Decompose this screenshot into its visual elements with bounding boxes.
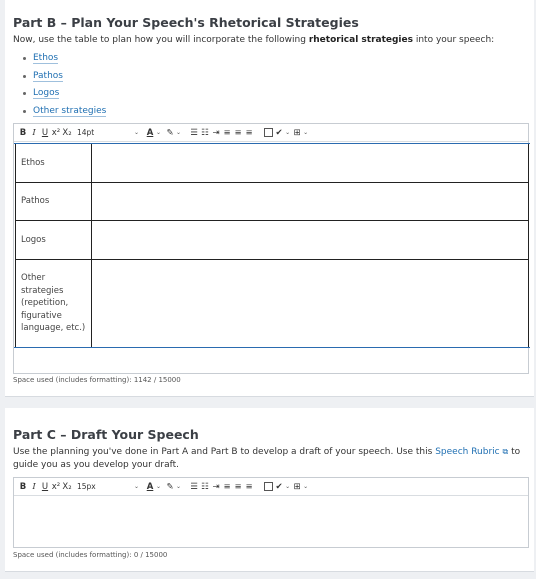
logos-cell[interactable] <box>92 221 529 260</box>
row-label-ethos: Ethos <box>16 144 92 183</box>
superscript-icon[interactable]: x² <box>51 481 61 492</box>
pathos-cell[interactable] <box>92 183 529 221</box>
ethos-link[interactable]: Ethos <box>33 53 59 63</box>
indent-icon[interactable]: ⇥ <box>212 481 220 492</box>
chevron-down-icon[interactable]: ⌄ <box>285 129 291 136</box>
underline-icon[interactable]: U <box>41 127 49 138</box>
part-c-card <box>5 408 534 572</box>
spellcheck-icon[interactable]: ✔ <box>275 481 283 492</box>
table-row <box>16 183 529 221</box>
bulleted-list-icon[interactable]: ☰ <box>190 481 198 492</box>
chevron-down-icon: ⌄ <box>133 483 139 490</box>
underline-icon[interactable]: U <box>41 481 49 492</box>
chevron-down-icon[interactable]: ⌄ <box>285 483 291 490</box>
chevron-down-icon[interactable]: ⌄ <box>176 483 182 490</box>
table-row <box>16 144 529 183</box>
logos-link[interactable]: Logos <box>33 88 60 98</box>
part-c-intro: Use the planning you've done in Part A and Part B to develop a draft of your speech. Use this Speech Rubric ⧉ to guide you as you develop your draft. <box>13 447 521 470</box>
part-b-title: Part B – Plan Your Speech's Rhetorical Strategies <box>13 15 359 30</box>
table-row <box>16 260 529 348</box>
table-row <box>16 221 529 260</box>
spellcheck-icon[interactable]: ✔ <box>275 127 283 138</box>
list-item[interactable] <box>23 105 106 123</box>
subscript-icon[interactable]: X₂ <box>62 127 72 138</box>
speech-rubric-link[interactable]: Speech Rubric ⧉ <box>435 447 509 457</box>
planning-table <box>15 143 529 348</box>
table-icon[interactable]: ⊞ <box>293 481 301 492</box>
highlight-icon[interactable]: ✎ <box>166 481 174 492</box>
bold-icon[interactable]: B <box>19 481 27 492</box>
numbered-list-icon[interactable]: ☷ <box>201 481 209 492</box>
part-c-title: Part C – Draft Your Speech <box>13 427 199 442</box>
part-b-intro: Now, use the table to plan how you will incorporate the following rhetorical strategies into your speech: <box>13 35 495 45</box>
image-icon[interactable] <box>263 479 273 495</box>
part-c-text-area[interactable] <box>14 496 528 548</box>
align-right-icon[interactable]: ≡ <box>245 481 253 492</box>
chevron-down-icon[interactable]: ⌄ <box>303 129 309 136</box>
list-item[interactable] <box>23 70 106 88</box>
ethos-cell[interactable] <box>92 144 529 183</box>
pathos-link[interactable]: Pathos <box>33 70 63 81</box>
part-c-editor[interactable] <box>13 477 529 548</box>
align-right-icon[interactable]: ≡ <box>245 127 253 138</box>
image-icon[interactable] <box>263 125 273 141</box>
font-size-select[interactable]: 14pt ⌄ <box>77 128 139 137</box>
bulleted-list-icon[interactable]: ☰ <box>190 127 198 138</box>
text-color-icon[interactable]: A <box>146 127 154 138</box>
other-strategies-link[interactable]: Other strategies <box>33 105 107 116</box>
space-used-counter: Space used (includes formatting): 0 / 15000 <box>13 551 168 559</box>
editor-toolbar <box>14 124 528 142</box>
chevron-down-icon[interactable]: ⌄ <box>176 129 182 136</box>
rhetorical-strategies-bold: rhetorical strategies <box>308 35 413 45</box>
table-icon[interactable]: ⊞ <box>293 127 301 138</box>
editor-toolbar <box>14 478 528 496</box>
row-label-pathos: Pathos <box>16 183 92 221</box>
align-left-icon[interactable]: ≡ <box>223 127 231 138</box>
strategy-list <box>23 52 106 122</box>
highlight-icon[interactable]: ✎ <box>166 127 174 138</box>
italic-icon[interactable]: I <box>32 127 36 138</box>
numbered-list-icon[interactable]: ☷ <box>201 127 209 138</box>
external-link-icon: ⧉ <box>502 447 509 456</box>
part-b-card <box>5 0 534 397</box>
list-item[interactable] <box>23 87 106 105</box>
bold-icon[interactable]: B <box>19 127 27 138</box>
align-center-icon[interactable]: ≡ <box>234 127 242 138</box>
font-size-select[interactable]: 15px ⌄ <box>77 482 139 491</box>
chevron-down-icon[interactable]: ⌄ <box>303 483 309 490</box>
text-color-icon[interactable]: A <box>146 481 154 492</box>
align-left-icon[interactable]: ≡ <box>223 481 231 492</box>
indent-icon[interactable]: ⇥ <box>212 127 220 138</box>
other-cell[interactable] <box>92 260 529 348</box>
list-item[interactable] <box>23 52 106 70</box>
superscript-icon[interactable]: x² <box>51 127 61 138</box>
chevron-down-icon[interactable]: ⌄ <box>156 483 162 490</box>
space-used-counter: Space used (includes formatting): 1142 / 15000 <box>13 376 181 384</box>
subscript-icon[interactable]: X₂ <box>62 481 72 492</box>
italic-icon[interactable]: I <box>32 481 36 492</box>
chevron-down-icon[interactable]: ⌄ <box>156 129 162 136</box>
chevron-down-icon: ⌄ <box>133 129 139 136</box>
row-label-other: Other strategies (repetition, figurative language, etc.) <box>16 260 92 348</box>
align-center-icon[interactable]: ≡ <box>234 481 242 492</box>
row-label-logos: Logos <box>16 221 92 260</box>
